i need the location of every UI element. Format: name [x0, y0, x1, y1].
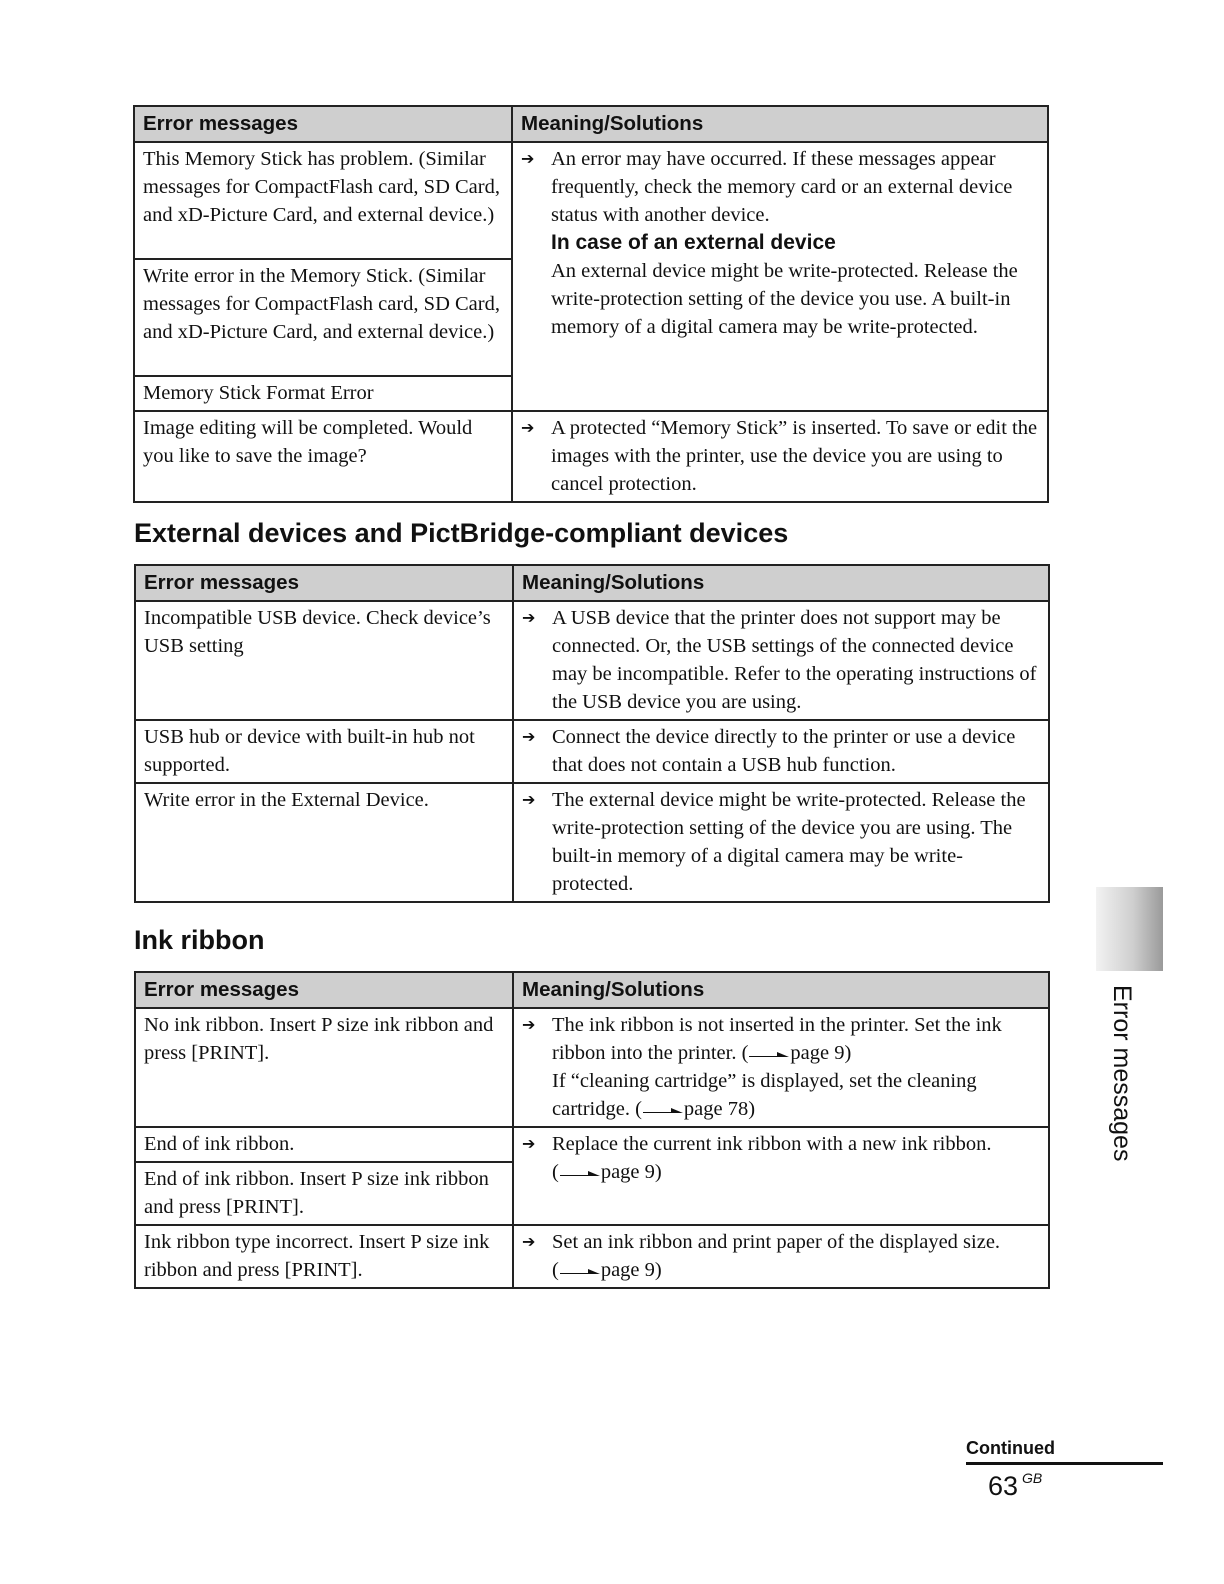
solution-body: ( page 9) [552, 1259, 662, 1281]
error-message-cell: End of ink ribbon. [135, 1127, 513, 1162]
table-header-row [134, 106, 1048, 142]
error-message-cell: Write error in the External Device. [135, 783, 513, 902]
solution-cell [513, 720, 1049, 783]
solution-cell [513, 1008, 1049, 1127]
arrow-icon: ➔ [522, 1134, 536, 1153]
side-tab-label [1090, 985, 1150, 1165]
page-reference: page 9) [600, 1259, 662, 1281]
solution-body: A USB device that the printer does not support may be connected. Or, the USB settings of the connected device may be incompatible. Refer to the operating instructions of the USB device you are using. [552, 607, 1037, 713]
header-error-messages: Error messages [134, 106, 512, 142]
error-message-cell: Write error in the Memory Stick. (Similar messages for CompactFlash card, SD Card, and xD-Picture Card, and external device.) [134, 259, 512, 376]
page-number-suffix: GB [1022, 1470, 1043, 1486]
arrow-icon: ➔ [521, 418, 535, 437]
section-heading-external-devices: External devices and PictBridge-compliant devices [134, 518, 789, 548]
table-row [135, 1225, 1049, 1288]
solution-cell [513, 601, 1049, 720]
solution-sub-body: An external device might be write-protected. Release the write-protection setting of the device you use. A built-in memory of a digital camera may be write-protected. [551, 260, 1018, 338]
solution-text [522, 723, 1040, 779]
solution-body: If “cleaning cartridge” is displayed, set the cleaning cartridge. ( page 78) [552, 1070, 977, 1120]
arrow-icon: ➔ [522, 1015, 536, 1034]
solution-cell [512, 142, 1048, 411]
page-number [988, 1470, 1042, 1502]
error-message-cell: USB hub or device with built-in hub not supported. [135, 720, 513, 783]
solution-text [522, 1130, 1040, 1186]
solution-body: The external device might be write-protected. Release the write-protection setting of the device you are using. The built-in memory of a digital camera may be write-protected. [552, 789, 1026, 895]
table-row [135, 601, 1049, 720]
memory-card-errors-table [133, 105, 1049, 503]
solution-body: The ink ribbon is not inserted in the printer. Set the ink ribbon into the printer. ( [552, 1014, 1002, 1064]
solution-cell [513, 1127, 1049, 1225]
solution-cell [513, 1225, 1049, 1288]
table-row [134, 411, 1048, 502]
page-reference: page 78) [683, 1098, 756, 1120]
table-header-row [135, 972, 1049, 1008]
solution-body: ( page 9) [552, 1161, 662, 1183]
side-tab-marker [1096, 887, 1163, 971]
header-meaning-solutions: Meaning/Solutions [512, 106, 1048, 142]
ink-ribbon-errors-table [134, 971, 1050, 1289]
page-reference-icon [560, 1168, 600, 1178]
error-message-cell: This Memory Stick has problem. (Similar messages for CompactFlash card, SD Card, and xD-Picture Card, and external device.) [134, 142, 512, 259]
table-row [135, 1008, 1049, 1127]
solution-text [522, 604, 1040, 716]
solution-body: Replace the current ink ribbon with a new ink ribbon. [552, 1133, 992, 1155]
error-message-cell: Memory Stick Format Error [134, 376, 512, 411]
error-message-cell: No ink ribbon. Insert P size ink ribbon and press [PRINT]. [135, 1008, 513, 1127]
solution-body: An error may have occurred. If these messages appear frequently, check the memory card or an external device status with another device. [551, 148, 1013, 226]
arrow-icon: ➔ [522, 1232, 536, 1251]
solution-cell [512, 411, 1048, 502]
solution-body: Set an ink ribbon and print paper of the displayed size. [552, 1231, 1001, 1253]
header-error-messages: Error messages [135, 972, 513, 1008]
solution-cell [513, 783, 1049, 902]
solution-text [522, 1228, 1040, 1284]
section-heading-ink-ribbon: Ink ribbon [134, 925, 265, 955]
solution-text [521, 414, 1039, 498]
table-row [135, 1127, 1049, 1162]
solution-body: Connect the device directly to the printer or use a device that does not contain a USB hub function. [552, 726, 1016, 776]
page-number-value: 63 [988, 1471, 1019, 1501]
page-reference-icon [749, 1049, 789, 1059]
header-meaning-solutions: Meaning/Solutions [513, 972, 1049, 1008]
arrow-icon: ➔ [522, 790, 536, 809]
page-reference: page 9) [790, 1042, 852, 1064]
error-message-cell: Ink ribbon type incorrect. Insert P size ink ribbon and press [PRINT]. [135, 1225, 513, 1288]
header-meaning-solutions: Meaning/Solutions [513, 565, 1049, 601]
solution-text [522, 1011, 1040, 1123]
arrow-icon: ➔ [522, 608, 536, 627]
error-message-cell: Image editing will be completed. Would you like to save the image? [134, 411, 512, 502]
solution-subheading: In case of an external device [551, 231, 836, 254]
arrow-icon: ➔ [521, 149, 535, 168]
solution-text [521, 145, 1039, 341]
side-tab-text: Error messages [1108, 985, 1136, 1162]
page-reference: page 9) [600, 1161, 662, 1183]
error-message-cell: Incompatible USB device. Check device’s USB setting [135, 601, 513, 720]
table-row [135, 720, 1049, 783]
solution-text [522, 786, 1040, 898]
table-row [135, 783, 1049, 902]
continued-label: Continued [966, 1438, 1163, 1465]
table-row [134, 142, 1048, 259]
error-message-cell: End of ink ribbon. Insert P size ink ribbon and press [PRINT]. [135, 1162, 513, 1225]
arrow-icon: ➔ [522, 727, 536, 746]
page-reference-icon [643, 1105, 683, 1115]
external-devices-errors-table [134, 564, 1050, 903]
solution-body: A protected “Memory Stick” is inserted. To save or edit the images with the printer, use the device you are using to cancel protection. [551, 417, 1038, 495]
table-header-row [135, 565, 1049, 601]
header-error-messages: Error messages [135, 565, 513, 601]
page-reference-icon [560, 1266, 600, 1276]
